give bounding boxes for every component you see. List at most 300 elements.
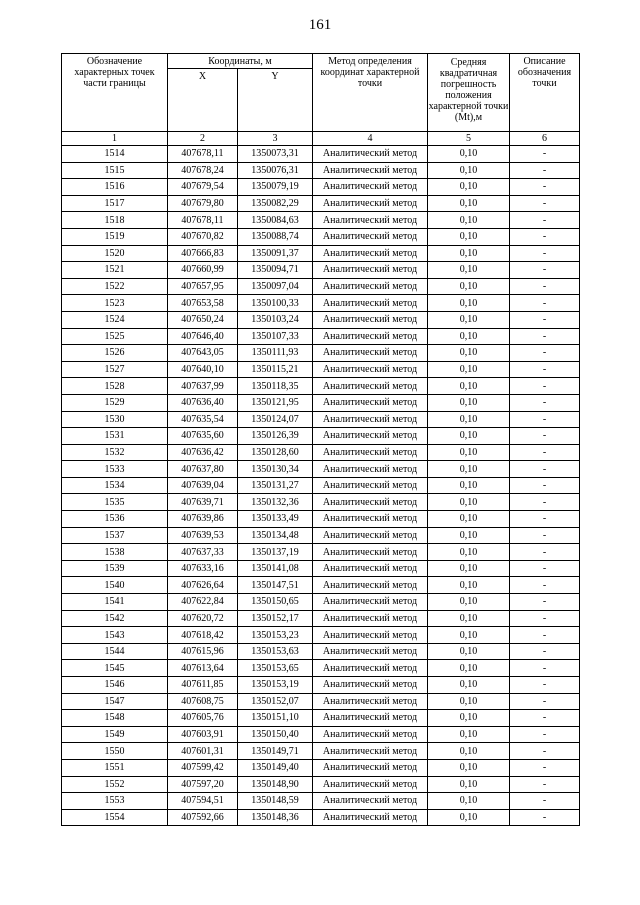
table-row <box>62 610 580 627</box>
table-row <box>62 477 580 494</box>
table-row <box>62 245 580 262</box>
y-coordinate-cell: 1350141,08 <box>238 560 313 577</box>
method-cell: Аналитический метод <box>313 594 428 611</box>
table-row <box>62 345 580 362</box>
description-cell: - <box>510 594 580 611</box>
x-coordinate-cell: 407620,72 <box>168 610 238 627</box>
point-id-cell: 1532 <box>62 444 168 461</box>
table-row <box>62 162 580 179</box>
table-row <box>62 660 580 677</box>
x-coordinate-cell: 407633,16 <box>168 560 238 577</box>
x-coordinate-cell: 407639,53 <box>168 527 238 544</box>
column-numbers-row <box>62 132 580 146</box>
point-id-cell: 1545 <box>62 660 168 677</box>
point-id-cell: 1542 <box>62 610 168 627</box>
x-coordinate-cell: 407615,96 <box>168 643 238 660</box>
method-cell: Аналитический метод <box>313 179 428 196</box>
point-id-cell: 1548 <box>62 710 168 727</box>
method-cell: Аналитический метод <box>313 361 428 378</box>
x-coordinate-cell: 407640,10 <box>168 361 238 378</box>
column-number: 6 <box>510 132 580 146</box>
header-designation: Обозначение характерных точек части границы <box>62 54 168 132</box>
y-coordinate-cell: 1350153,23 <box>238 627 313 644</box>
method-cell: Аналитический метод <box>313 610 428 627</box>
error-cell: 0,10 <box>428 710 510 727</box>
point-id-cell: 1521 <box>62 262 168 279</box>
description-cell: - <box>510 660 580 677</box>
table-row <box>62 378 580 395</box>
table-row <box>62 577 580 594</box>
y-coordinate-cell: 1350153,19 <box>238 677 313 694</box>
error-cell: 0,10 <box>428 245 510 262</box>
x-coordinate-cell: 407636,40 <box>168 394 238 411</box>
method-cell: Аналитический метод <box>313 394 428 411</box>
error-cell: 0,10 <box>428 411 510 428</box>
x-coordinate-cell: 407637,33 <box>168 544 238 561</box>
method-cell: Аналитический метод <box>313 162 428 179</box>
error-cell: 0,10 <box>428 759 510 776</box>
method-cell: Аналитический метод <box>313 245 428 262</box>
method-cell: Аналитический метод <box>313 477 428 494</box>
point-id-cell: 1516 <box>62 179 168 196</box>
table-row <box>62 643 580 660</box>
y-coordinate-cell: 1350073,31 <box>238 146 313 163</box>
table-row <box>62 726 580 743</box>
x-coordinate-cell: 407679,54 <box>168 179 238 196</box>
point-id-cell: 1520 <box>62 245 168 262</box>
x-coordinate-cell: 407618,42 <box>168 627 238 644</box>
error-cell: 0,10 <box>428 793 510 810</box>
point-id-cell: 1547 <box>62 693 168 710</box>
boundary-points-table <box>61 53 580 826</box>
error-cell: 0,10 <box>428 361 510 378</box>
error-cell: 0,10 <box>428 494 510 511</box>
column-number: 3 <box>238 132 313 146</box>
y-coordinate-cell: 1350149,71 <box>238 743 313 760</box>
page-number: 161 <box>308 17 332 33</box>
table-row <box>62 361 580 378</box>
column-number: 5 <box>428 132 510 146</box>
method-cell: Аналитический метод <box>313 494 428 511</box>
x-coordinate-cell: 407639,71 <box>168 494 238 511</box>
point-id-cell: 1537 <box>62 527 168 544</box>
method-cell: Аналитический метод <box>313 328 428 345</box>
point-id-cell: 1529 <box>62 394 168 411</box>
error-cell: 0,10 <box>428 677 510 694</box>
point-id-cell: 1526 <box>62 345 168 362</box>
y-coordinate-cell: 1350151,10 <box>238 710 313 727</box>
x-coordinate-cell: 407611,85 <box>168 677 238 694</box>
description-cell: - <box>510 743 580 760</box>
column-number: 1 <box>62 132 168 146</box>
table-row <box>62 511 580 528</box>
point-id-cell: 1541 <box>62 594 168 611</box>
method-cell: Аналитический метод <box>313 212 428 229</box>
description-cell: - <box>510 311 580 328</box>
point-id-cell: 1517 <box>62 195 168 212</box>
table-row <box>62 295 580 312</box>
error-cell: 0,10 <box>428 428 510 445</box>
table-row <box>62 793 580 810</box>
error-cell: 0,10 <box>428 693 510 710</box>
point-id-cell: 1531 <box>62 428 168 445</box>
y-coordinate-cell: 1350147,51 <box>238 577 313 594</box>
x-coordinate-cell: 407643,05 <box>168 345 238 362</box>
error-cell: 0,10 <box>428 627 510 644</box>
method-cell: Аналитический метод <box>313 228 428 245</box>
y-coordinate-cell: 1350124,07 <box>238 411 313 428</box>
error-cell: 0,10 <box>428 527 510 544</box>
table-header <box>62 54 580 146</box>
description-cell: - <box>510 428 580 445</box>
description-cell: - <box>510 511 580 528</box>
x-coordinate-cell: 407653,58 <box>168 295 238 312</box>
point-id-cell: 1536 <box>62 511 168 528</box>
method-cell: Аналитический метод <box>313 378 428 395</box>
error-cell: 0,10 <box>428 477 510 494</box>
y-coordinate-cell: 1350103,24 <box>238 311 313 328</box>
error-cell: 0,10 <box>428 311 510 328</box>
y-coordinate-cell: 1350148,90 <box>238 776 313 793</box>
error-cell: 0,10 <box>428 594 510 611</box>
table-row <box>62 594 580 611</box>
y-coordinate-cell: 1350100,33 <box>238 295 313 312</box>
description-cell: - <box>510 361 580 378</box>
error-cell: 0,10 <box>428 394 510 411</box>
point-id-cell: 1551 <box>62 759 168 776</box>
method-cell: Аналитический метод <box>313 726 428 743</box>
x-coordinate-cell: 407637,80 <box>168 461 238 478</box>
point-id-cell: 1519 <box>62 228 168 245</box>
y-coordinate-cell: 1350097,04 <box>238 278 313 295</box>
y-coordinate-cell: 1350091,37 <box>238 245 313 262</box>
description-cell: - <box>510 693 580 710</box>
y-coordinate-cell: 1350111,93 <box>238 345 313 362</box>
y-coordinate-cell: 1350082,29 <box>238 195 313 212</box>
description-cell: - <box>510 394 580 411</box>
description-cell: - <box>510 262 580 279</box>
description-cell: - <box>510 759 580 776</box>
description-cell: - <box>510 809 580 826</box>
point-id-cell: 1523 <box>62 295 168 312</box>
point-id-cell: 1544 <box>62 643 168 660</box>
description-cell: - <box>510 146 580 163</box>
x-coordinate-cell: 407599,42 <box>168 759 238 776</box>
table-row <box>62 527 580 544</box>
table-body <box>62 146 580 826</box>
point-id-cell: 1540 <box>62 577 168 594</box>
table-row <box>62 809 580 826</box>
x-coordinate-cell: 407594,51 <box>168 793 238 810</box>
y-coordinate-cell: 1350076,31 <box>238 162 313 179</box>
x-coordinate-cell: 407635,54 <box>168 411 238 428</box>
error-cell: 0,10 <box>428 776 510 793</box>
y-coordinate-cell: 1350088,74 <box>238 228 313 245</box>
table-row <box>62 461 580 478</box>
column-number: 2 <box>168 132 238 146</box>
description-cell: - <box>510 527 580 544</box>
method-cell: Аналитический метод <box>313 527 428 544</box>
description-cell: - <box>510 295 580 312</box>
point-id-cell: 1550 <box>62 743 168 760</box>
description-cell: - <box>510 411 580 428</box>
method-cell: Аналитический метод <box>313 295 428 312</box>
point-id-cell: 1514 <box>62 146 168 163</box>
point-id-cell: 1554 <box>62 809 168 826</box>
column-number: 4 <box>313 132 428 146</box>
method-cell: Аналитический метод <box>313 428 428 445</box>
x-coordinate-cell: 407678,11 <box>168 146 238 163</box>
point-id-cell: 1539 <box>62 560 168 577</box>
header-description: Описание обозначения точки <box>510 54 580 132</box>
error-cell: 0,10 <box>428 278 510 295</box>
x-coordinate-cell: 407646,40 <box>168 328 238 345</box>
y-coordinate-cell: 1350133,49 <box>238 511 313 528</box>
header-error: Средняя квадратичная погрешность положения характерной точки (Mt),м <box>428 54 510 132</box>
method-cell: Аналитический метод <box>313 627 428 644</box>
point-id-cell: 1549 <box>62 726 168 743</box>
y-coordinate-cell: 1350079,19 <box>238 179 313 196</box>
method-cell: Аналитический метод <box>313 560 428 577</box>
description-cell: - <box>510 378 580 395</box>
y-coordinate-cell: 1350152,07 <box>238 693 313 710</box>
table-row <box>62 677 580 694</box>
x-coordinate-cell: 407613,64 <box>168 660 238 677</box>
error-cell: 0,10 <box>428 809 510 826</box>
description-cell: - <box>510 677 580 694</box>
point-id-cell: 1515 <box>62 162 168 179</box>
table-row <box>62 693 580 710</box>
error-cell: 0,10 <box>428 228 510 245</box>
x-coordinate-cell: 407601,31 <box>168 743 238 760</box>
description-cell: - <box>510 328 580 345</box>
y-coordinate-cell: 1350084,63 <box>238 212 313 229</box>
method-cell: Аналитический метод <box>313 759 428 776</box>
y-coordinate-cell: 1350131,27 <box>238 477 313 494</box>
x-coordinate-cell: 407657,95 <box>168 278 238 295</box>
point-id-cell: 1518 <box>62 212 168 229</box>
description-cell: - <box>510 544 580 561</box>
point-id-cell: 1535 <box>62 494 168 511</box>
description-cell: - <box>510 195 580 212</box>
method-cell: Аналитический метод <box>313 577 428 594</box>
table-row <box>62 328 580 345</box>
error-cell: 0,10 <box>428 179 510 196</box>
method-cell: Аналитический метод <box>313 195 428 212</box>
error-cell: 0,10 <box>428 195 510 212</box>
error-cell: 0,10 <box>428 162 510 179</box>
method-cell: Аналитический метод <box>313 262 428 279</box>
y-coordinate-cell: 1350153,63 <box>238 643 313 660</box>
y-coordinate-cell: 1350150,65 <box>238 594 313 611</box>
method-cell: Аналитический метод <box>313 278 428 295</box>
description-cell: - <box>510 345 580 362</box>
error-cell: 0,10 <box>428 444 510 461</box>
error-cell: 0,10 <box>428 643 510 660</box>
description-cell: - <box>510 560 580 577</box>
y-coordinate-cell: 1350152,17 <box>238 610 313 627</box>
point-id-cell: 1543 <box>62 627 168 644</box>
table-row <box>62 710 580 727</box>
x-coordinate-cell: 407678,11 <box>168 212 238 229</box>
point-id-cell: 1524 <box>62 311 168 328</box>
table-row <box>62 411 580 428</box>
method-cell: Аналитический метод <box>313 693 428 710</box>
y-coordinate-cell: 1350121,95 <box>238 394 313 411</box>
error-cell: 0,10 <box>428 378 510 395</box>
method-cell: Аналитический метод <box>313 146 428 163</box>
y-coordinate-cell: 1350137,19 <box>238 544 313 561</box>
method-cell: Аналитический метод <box>313 793 428 810</box>
error-cell: 0,10 <box>428 743 510 760</box>
method-cell: Аналитический метод <box>313 411 428 428</box>
x-coordinate-cell: 407626,64 <box>168 577 238 594</box>
table-row <box>62 262 580 279</box>
table-row <box>62 494 580 511</box>
description-cell: - <box>510 577 580 594</box>
y-coordinate-cell: 1350134,48 <box>238 527 313 544</box>
x-coordinate-cell: 407660,99 <box>168 262 238 279</box>
point-id-cell: 1522 <box>62 278 168 295</box>
description-cell: - <box>510 776 580 793</box>
x-coordinate-cell: 407637,99 <box>168 378 238 395</box>
table-row <box>62 544 580 561</box>
point-id-cell: 1553 <box>62 793 168 810</box>
description-cell: - <box>510 710 580 727</box>
table-row <box>62 560 580 577</box>
description-cell: - <box>510 212 580 229</box>
description-cell: - <box>510 726 580 743</box>
method-cell: Аналитический метод <box>313 743 428 760</box>
table-row <box>62 311 580 328</box>
x-coordinate-cell: 407639,04 <box>168 477 238 494</box>
point-id-cell: 1525 <box>62 328 168 345</box>
x-coordinate-cell: 407678,24 <box>168 162 238 179</box>
table-row <box>62 743 580 760</box>
error-cell: 0,10 <box>428 726 510 743</box>
table-row <box>62 444 580 461</box>
error-cell: 0,10 <box>428 544 510 561</box>
point-id-cell: 1534 <box>62 477 168 494</box>
y-coordinate-cell: 1350130,34 <box>238 461 313 478</box>
x-coordinate-cell: 407622,84 <box>168 594 238 611</box>
description-cell: - <box>510 228 580 245</box>
table-row <box>62 179 580 196</box>
method-cell: Аналитический метод <box>313 677 428 694</box>
error-cell: 0,10 <box>428 660 510 677</box>
description-cell: - <box>510 461 580 478</box>
description-cell: - <box>510 494 580 511</box>
description-cell: - <box>510 610 580 627</box>
description-cell: - <box>510 627 580 644</box>
method-cell: Аналитический метод <box>313 660 428 677</box>
point-id-cell: 1533 <box>62 461 168 478</box>
description-cell: - <box>510 245 580 262</box>
table-row <box>62 759 580 776</box>
y-coordinate-cell: 1350149,40 <box>238 759 313 776</box>
y-coordinate-cell: 1350153,65 <box>238 660 313 677</box>
header-method: Метод определения координат характерной точки <box>313 54 428 132</box>
table-row <box>62 212 580 229</box>
method-cell: Аналитический метод <box>313 345 428 362</box>
point-id-cell: 1546 <box>62 677 168 694</box>
method-cell: Аналитический метод <box>313 311 428 328</box>
method-cell: Аналитический метод <box>313 444 428 461</box>
method-cell: Аналитический метод <box>313 809 428 826</box>
table-row <box>62 776 580 793</box>
method-cell: Аналитический метод <box>313 461 428 478</box>
method-cell: Аналитический метод <box>313 511 428 528</box>
error-cell: 0,10 <box>428 560 510 577</box>
point-id-cell: 1527 <box>62 361 168 378</box>
y-coordinate-cell: 1350150,40 <box>238 726 313 743</box>
error-cell: 0,10 <box>428 262 510 279</box>
y-coordinate-cell: 1350132,36 <box>238 494 313 511</box>
error-cell: 0,10 <box>428 295 510 312</box>
x-coordinate-cell: 407636,42 <box>168 444 238 461</box>
table-row <box>62 394 580 411</box>
description-cell: - <box>510 643 580 660</box>
header-y: Y <box>238 69 313 132</box>
x-coordinate-cell: 407605,76 <box>168 710 238 727</box>
x-coordinate-cell: 407635,60 <box>168 428 238 445</box>
x-coordinate-cell: 407592,66 <box>168 809 238 826</box>
table-row <box>62 428 580 445</box>
error-cell: 0,10 <box>428 610 510 627</box>
method-cell: Аналитический метод <box>313 710 428 727</box>
y-coordinate-cell: 1350118,35 <box>238 378 313 395</box>
x-coordinate-cell: 407608,75 <box>168 693 238 710</box>
y-coordinate-cell: 1350126,39 <box>238 428 313 445</box>
x-coordinate-cell: 407603,91 <box>168 726 238 743</box>
x-coordinate-cell: 407597,20 <box>168 776 238 793</box>
method-cell: Аналитический метод <box>313 776 428 793</box>
description-cell: - <box>510 162 580 179</box>
table-row <box>62 627 580 644</box>
x-coordinate-cell: 407639,86 <box>168 511 238 528</box>
y-coordinate-cell: 1350148,36 <box>238 809 313 826</box>
error-cell: 0,10 <box>428 328 510 345</box>
table-row <box>62 278 580 295</box>
description-cell: - <box>510 444 580 461</box>
y-coordinate-cell: 1350094,71 <box>238 262 313 279</box>
table-row <box>62 146 580 163</box>
method-cell: Аналитический метод <box>313 544 428 561</box>
error-cell: 0,10 <box>428 461 510 478</box>
method-cell: Аналитический метод <box>313 643 428 660</box>
y-coordinate-cell: 1350115,21 <box>238 361 313 378</box>
table-row <box>62 228 580 245</box>
point-id-cell: 1528 <box>62 378 168 395</box>
y-coordinate-cell: 1350148,59 <box>238 793 313 810</box>
table-row <box>62 195 580 212</box>
y-coordinate-cell: 1350107,33 <box>238 328 313 345</box>
description-cell: - <box>510 793 580 810</box>
header-x: X <box>168 69 238 132</box>
x-coordinate-cell: 407670,82 <box>168 228 238 245</box>
point-id-cell: 1530 <box>62 411 168 428</box>
x-coordinate-cell: 407666,83 <box>168 245 238 262</box>
header-coordinates: Координаты, м <box>168 54 313 69</box>
point-id-cell: 1552 <box>62 776 168 793</box>
error-cell: 0,10 <box>428 511 510 528</box>
description-cell: - <box>510 179 580 196</box>
x-coordinate-cell: 407679,80 <box>168 195 238 212</box>
description-cell: - <box>510 278 580 295</box>
x-coordinate-cell: 407650,24 <box>168 311 238 328</box>
error-cell: 0,10 <box>428 345 510 362</box>
error-cell: 0,10 <box>428 577 510 594</box>
